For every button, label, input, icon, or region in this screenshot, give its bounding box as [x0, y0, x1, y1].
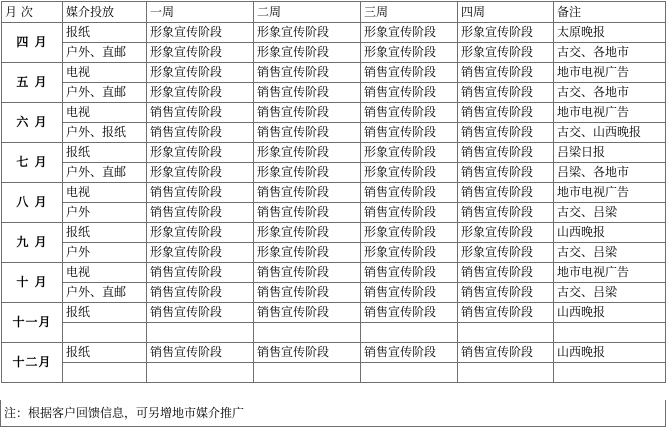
table-row: [2, 63, 666, 83]
week-4-cell: 形象宣传阶段: [458, 243, 554, 263]
table-row: [2, 283, 666, 303]
week-1-cell: [147, 323, 254, 343]
week-1-cell: 销售宣传阶段: [147, 263, 254, 283]
week-3-cell: 形象宣传阶段: [361, 43, 458, 63]
week-1-cell: 形象宣传阶段: [147, 83, 254, 103]
week-2-cell: 销售宣传阶段: [254, 103, 361, 123]
media-cell: 户外: [63, 243, 147, 263]
table-row: [2, 183, 666, 203]
media-cell: 报纸: [63, 343, 147, 363]
table-row: [2, 23, 666, 43]
table-row: [2, 203, 666, 223]
table-row: [2, 223, 666, 243]
media-cell: 报纸: [63, 303, 147, 323]
month-label: 七 月: [2, 143, 63, 183]
media-cell: 电视: [63, 63, 147, 83]
week-1-cell: 形象宣传阶段: [147, 223, 254, 243]
week-1-cell: 形象宣传阶段: [147, 143, 254, 163]
week-1-cell: 形象宣传阶段: [147, 63, 254, 83]
remark-cell: 古交、各地市: [554, 83, 666, 103]
week-2-cell: 销售宣传阶段: [254, 203, 361, 223]
week-4-cell: 销售宣传阶段: [458, 63, 554, 83]
remark-cell: 地市电视广告: [554, 183, 666, 203]
remark-cell: 山西晚报: [554, 343, 666, 363]
week-2-cell: 形象宣传阶段: [254, 143, 361, 163]
week-4-cell: 销售宣传阶段: [458, 263, 554, 283]
remark-cell: 古交、吕梁: [554, 283, 666, 303]
month-label: 九 月: [2, 223, 63, 263]
week-4-cell: 销售宣传阶段: [458, 343, 554, 363]
media-cell: 户外、直邮: [63, 83, 147, 103]
media-cell: [63, 363, 147, 383]
remark-cell: 山西晚报: [554, 223, 666, 243]
week-4-cell: 形象宣传阶段: [458, 23, 554, 43]
table-row: [2, 263, 666, 283]
week-2-cell: 销售宣传阶段: [254, 183, 361, 203]
month-label: 五 月: [2, 63, 63, 103]
week-1-cell: [147, 363, 254, 383]
media-cell: 电视: [63, 263, 147, 283]
week-1-cell: 销售宣传阶段: [147, 343, 254, 363]
remark-cell: 古交、山西晚报: [554, 123, 666, 143]
header-week-1: 一周: [147, 2, 254, 23]
remark-cell: 山西晚报: [554, 303, 666, 323]
week-4-cell: [458, 363, 554, 383]
week-3-cell: 销售宣传阶段: [361, 283, 458, 303]
week-3-cell: 形象宣传阶段: [361, 163, 458, 183]
week-1-cell: 形象宣传阶段: [147, 43, 254, 63]
remark-cell: 太原晚报: [554, 23, 666, 43]
week-3-cell: 销售宣传阶段: [361, 343, 458, 363]
table-row: [2, 163, 666, 183]
week-2-cell: 形象宣传阶段: [254, 223, 361, 243]
week-2-cell: 形象宣传阶段: [254, 43, 361, 63]
week-4-cell: 销售宣传阶段: [458, 203, 554, 223]
month-label: 十一月: [2, 303, 63, 343]
header-week-2: 二周: [254, 2, 361, 23]
week-1-cell: 销售宣传阶段: [147, 283, 254, 303]
week-4-cell: 销售宣传阶段: [458, 143, 554, 163]
media-cell: 报纸: [63, 223, 147, 243]
table-row: [2, 43, 666, 63]
table-row: [2, 343, 666, 363]
table-row: [2, 303, 666, 323]
media-schedule-table: [1, 1, 666, 383]
week-3-cell: 销售宣传阶段: [361, 103, 458, 123]
week-1-cell: 销售宣传阶段: [147, 203, 254, 223]
week-2-cell: 销售宣传阶段: [254, 283, 361, 303]
footnote: 注：根据客户回馈信息，可另增地市媒介推广: [4, 406, 245, 420]
table-row: [2, 83, 666, 103]
media-cell: 户外: [63, 203, 147, 223]
week-3-cell: 形象宣传阶段: [361, 143, 458, 163]
week-2-cell: 销售宣传阶段: [254, 263, 361, 283]
week-1-cell: 形象宣传阶段: [147, 163, 254, 183]
media-cell: 电视: [63, 183, 147, 203]
month-label: 六 月: [2, 103, 63, 143]
remark-cell: 吕梁日报: [554, 143, 666, 163]
remark-cell: 地市电视广告: [554, 63, 666, 83]
week-3-cell: [361, 363, 458, 383]
table-row: [2, 103, 666, 123]
week-4-cell: [458, 323, 554, 343]
header-week-3: 三周: [361, 2, 458, 23]
week-2-cell: 形象宣传阶段: [254, 23, 361, 43]
week-4-cell: 销售宣传阶段: [458, 123, 554, 143]
media-cell: 户外、直邮: [63, 43, 147, 63]
week-3-cell: 销售宣传阶段: [361, 83, 458, 103]
week-3-cell: 销售宣传阶段: [361, 263, 458, 283]
header-media: 媒介投放: [63, 2, 147, 23]
remark-cell: [554, 363, 666, 383]
remark-cell: 地市电视广告: [554, 103, 666, 123]
header-month: 月 次: [2, 2, 63, 23]
week-2-cell: 形象宣传阶段: [254, 163, 361, 183]
week-4-cell: 销售宣传阶段: [458, 103, 554, 123]
table-row: [2, 363, 666, 383]
table-row: [2, 323, 666, 343]
week-3-cell: 销售宣传阶段: [361, 123, 458, 143]
media-cell: 户外、直邮: [63, 163, 147, 183]
week-2-cell: 形象宣传阶段: [254, 243, 361, 263]
week-2-cell: [254, 323, 361, 343]
week-1-cell: 形象宣传阶段: [147, 243, 254, 263]
remark-cell: 地市电视广告: [554, 263, 666, 283]
remark-cell: [554, 323, 666, 343]
week-3-cell: 销售宣传阶段: [361, 303, 458, 323]
remark-cell: 古交、各地市: [554, 43, 666, 63]
table-row: [2, 123, 666, 143]
week-1-cell: 销售宣传阶段: [147, 303, 254, 323]
media-cell: 户外、报纸: [63, 123, 147, 143]
week-2-cell: 销售宣传阶段: [254, 123, 361, 143]
remark-cell: 古交、吕梁: [554, 203, 666, 223]
week-3-cell: 销售宣传阶段: [361, 63, 458, 83]
header-row: [2, 2, 666, 23]
week-4-cell: 销售宣传阶段: [458, 163, 554, 183]
week-4-cell: 销售宣传阶段: [458, 283, 554, 303]
week-2-cell: 销售宣传阶段: [254, 343, 361, 363]
week-1-cell: 形象宣传阶段: [147, 23, 254, 43]
media-cell: 电视: [63, 103, 147, 123]
schedule-body: [2, 23, 666, 383]
week-2-cell: [254, 363, 361, 383]
month-label: 八 月: [2, 183, 63, 223]
week-1-cell: 销售宣传阶段: [147, 183, 254, 203]
week-2-cell: 销售宣传阶段: [254, 83, 361, 103]
week-3-cell: 形象宣传阶段: [361, 23, 458, 43]
remark-cell: 古交、吕梁: [554, 243, 666, 263]
week-2-cell: 销售宣传阶段: [254, 63, 361, 83]
week-1-cell: 销售宣传阶段: [147, 123, 254, 143]
week-2-cell: 销售宣传阶段: [254, 303, 361, 323]
week-3-cell: 销售宣传阶段: [361, 203, 458, 223]
month-label: 十 月: [2, 263, 63, 303]
media-cell: 报纸: [63, 23, 147, 43]
week-3-cell: 形象宣传阶段: [361, 223, 458, 243]
header-week-4: 四周: [458, 2, 554, 23]
week-4-cell: 销售宣传阶段: [458, 183, 554, 203]
header-remark: 备注: [554, 2, 666, 23]
remark-cell: 吕梁、各地市: [554, 163, 666, 183]
week-4-cell: 形象宣传阶段: [458, 43, 554, 63]
table-row: [2, 143, 666, 163]
media-cell: 报纸: [63, 143, 147, 163]
week-3-cell: 形象宣传阶段: [361, 243, 458, 263]
table-row: [2, 243, 666, 263]
month-label: 四 月: [2, 23, 63, 63]
media-cell: 户外、直邮: [63, 283, 147, 303]
week-4-cell: 形象宣传阶段: [458, 223, 554, 243]
week-1-cell: 销售宣传阶段: [147, 103, 254, 123]
week-4-cell: 销售宣传阶段: [458, 83, 554, 103]
week-4-cell: 销售宣传阶段: [458, 303, 554, 323]
week-3-cell: 销售宣传阶段: [361, 183, 458, 203]
month-label: 十二月: [2, 343, 63, 383]
media-cell: [63, 323, 147, 343]
week-3-cell: [361, 323, 458, 343]
